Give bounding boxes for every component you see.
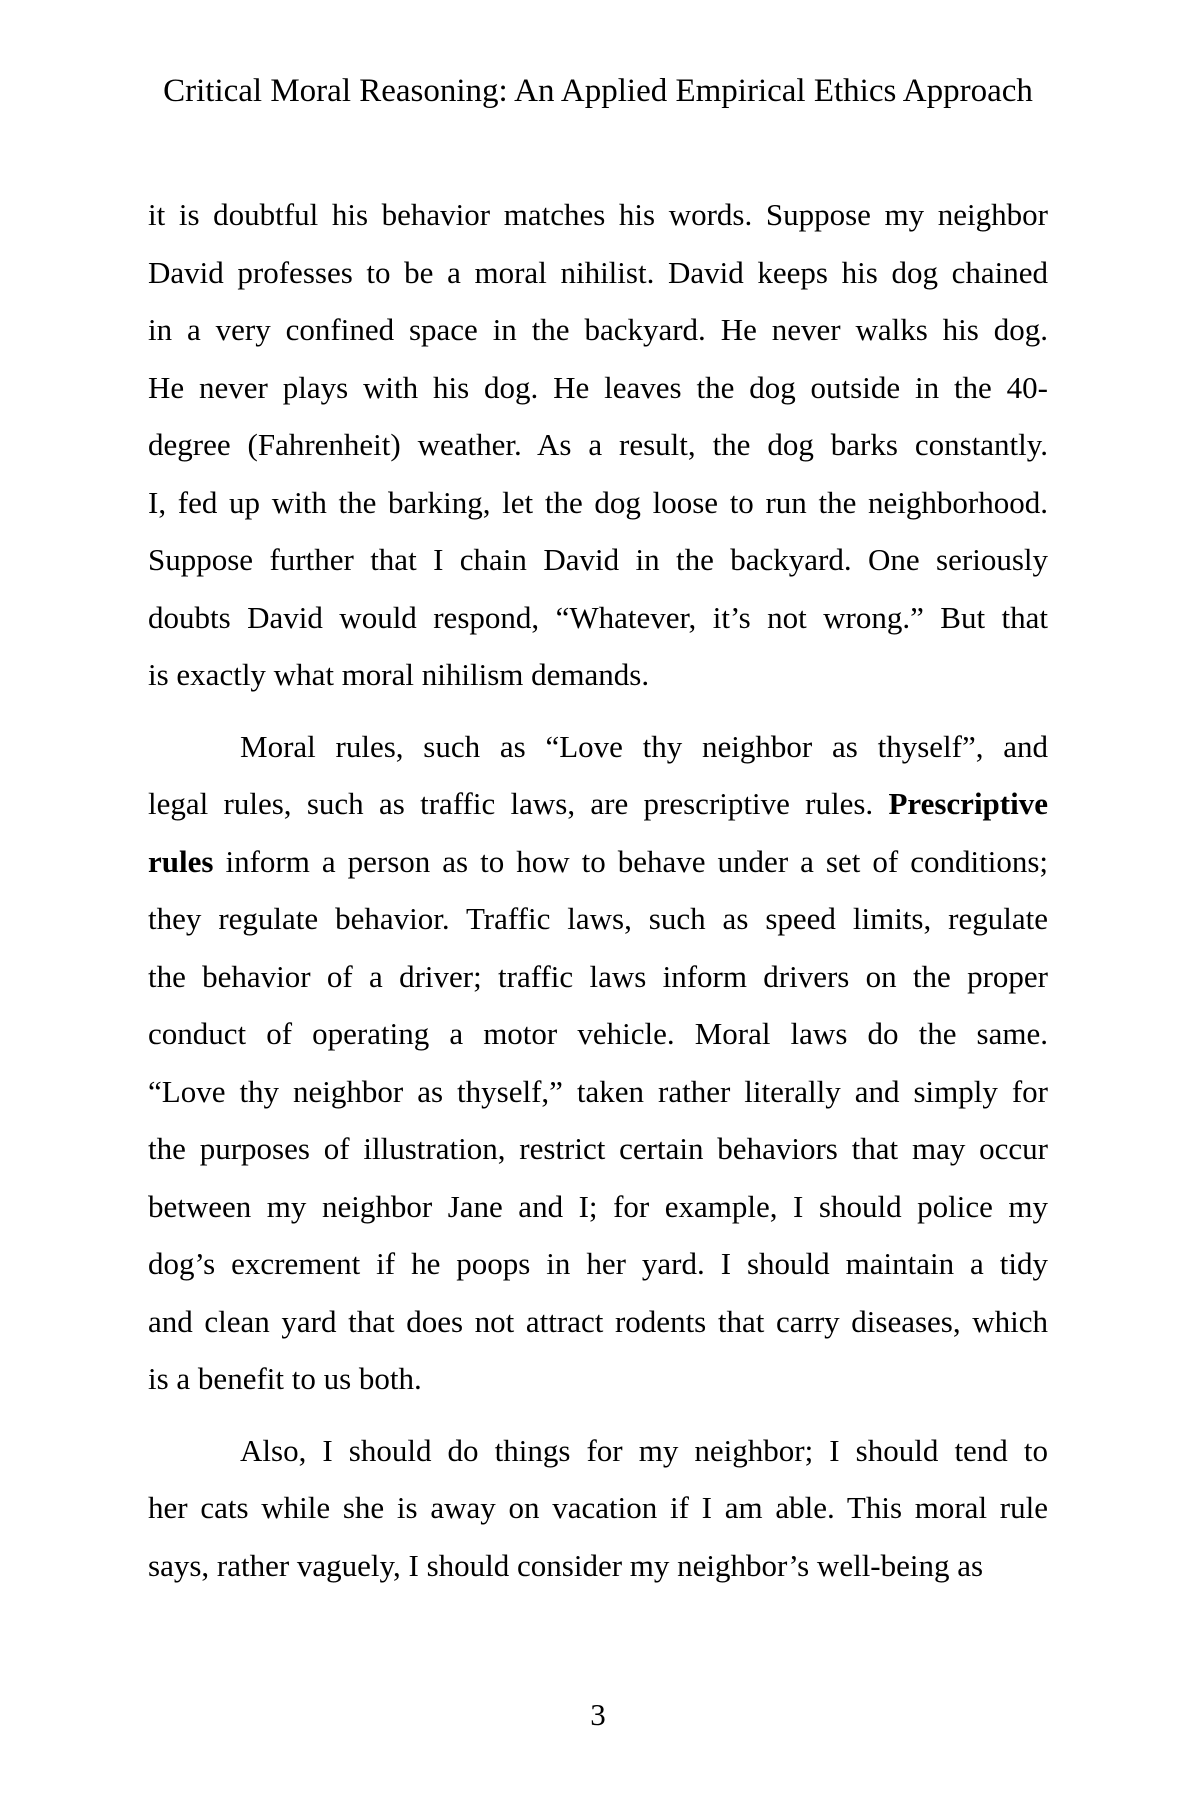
- bold-text: Prescriptive: [888, 786, 1048, 821]
- text-line: Also, I should do things for my neighbor; I should tend to: [240, 1432, 1048, 1468]
- text-line: doubts David would respond, “Whatever, it’s not wrong.” But that: [148, 599, 1048, 635]
- text-line: I, fed up with the barking, let the dog loose to run the neighborhood.: [148, 484, 1048, 520]
- page-number: 3: [590, 1697, 606, 1732]
- text-line: the behavior of a driver; traffic laws inform drivers on the proper: [148, 958, 1048, 994]
- text-line: is exactly what moral nihilism demands.: [148, 657, 650, 692]
- text-line: Suppose further that I chain David in the backyard. One seriously: [148, 542, 1048, 577]
- text-line: degree (Fahrenheit) weather. As a result, the dog barks constantly.: [148, 427, 1048, 462]
- paragraph: [148, 1422, 1048, 1595]
- page-title: Critical Moral Reasoning: An Applied Empirical Ethics Approach: [163, 73, 1033, 109]
- text-line: the purposes of illustration, restrict certain behaviors that may occur: [148, 1131, 1048, 1166]
- text-line: Moral rules, such as “Love thy neighbor as thyself”, and: [240, 728, 1048, 764]
- bold-text: rules: [148, 843, 214, 879]
- paragraph: [148, 186, 1048, 704]
- text-line: conduct of operating a motor vehicle. Moral laws do the same.: [148, 1016, 1048, 1051]
- text-line: rules inform a person as to how to behave under a set of conditions;: [148, 843, 1048, 879]
- text-line: He never plays with his dog. He leaves the dog outside in the 40-: [148, 369, 1048, 405]
- text-line: it is doubtful his behavior matches his words. Suppose my neighbor: [148, 197, 1048, 232]
- text-line: is a benefit to us both.: [148, 1361, 422, 1396]
- text-line: legal rules, such as traffic laws, are prescriptive rules. Prescriptive: [148, 786, 1048, 821]
- text-line: between my neighbor Jane and I; for example, I should police my: [148, 1188, 1048, 1224]
- body-text: [148, 186, 1048, 1594]
- text-line: in a very confined space in the backyard. He never walks his dog.: [148, 312, 1048, 347]
- text-line: and clean yard that does not attract rodents that carry diseases, which: [148, 1303, 1048, 1339]
- text-line: her cats while she is away on vacation if I am able. This moral rule: [148, 1490, 1048, 1525]
- text-line: David professes to be a moral nihilist. David keeps his dog chained: [148, 254, 1048, 290]
- text-line: says, rather vaguely, I should consider my neighbor’s well-being as: [148, 1547, 984, 1583]
- text-line: “Love thy neighbor as thyself,” taken rather literally and simply for: [148, 1073, 1048, 1109]
- paragraph: [148, 718, 1048, 1408]
- text-line: they regulate behavior. Traffic laws, such as speed limits, regulate: [148, 901, 1048, 936]
- text-line: dog’s excrement if he poops in her yard. I should maintain a tidy: [148, 1246, 1048, 1281]
